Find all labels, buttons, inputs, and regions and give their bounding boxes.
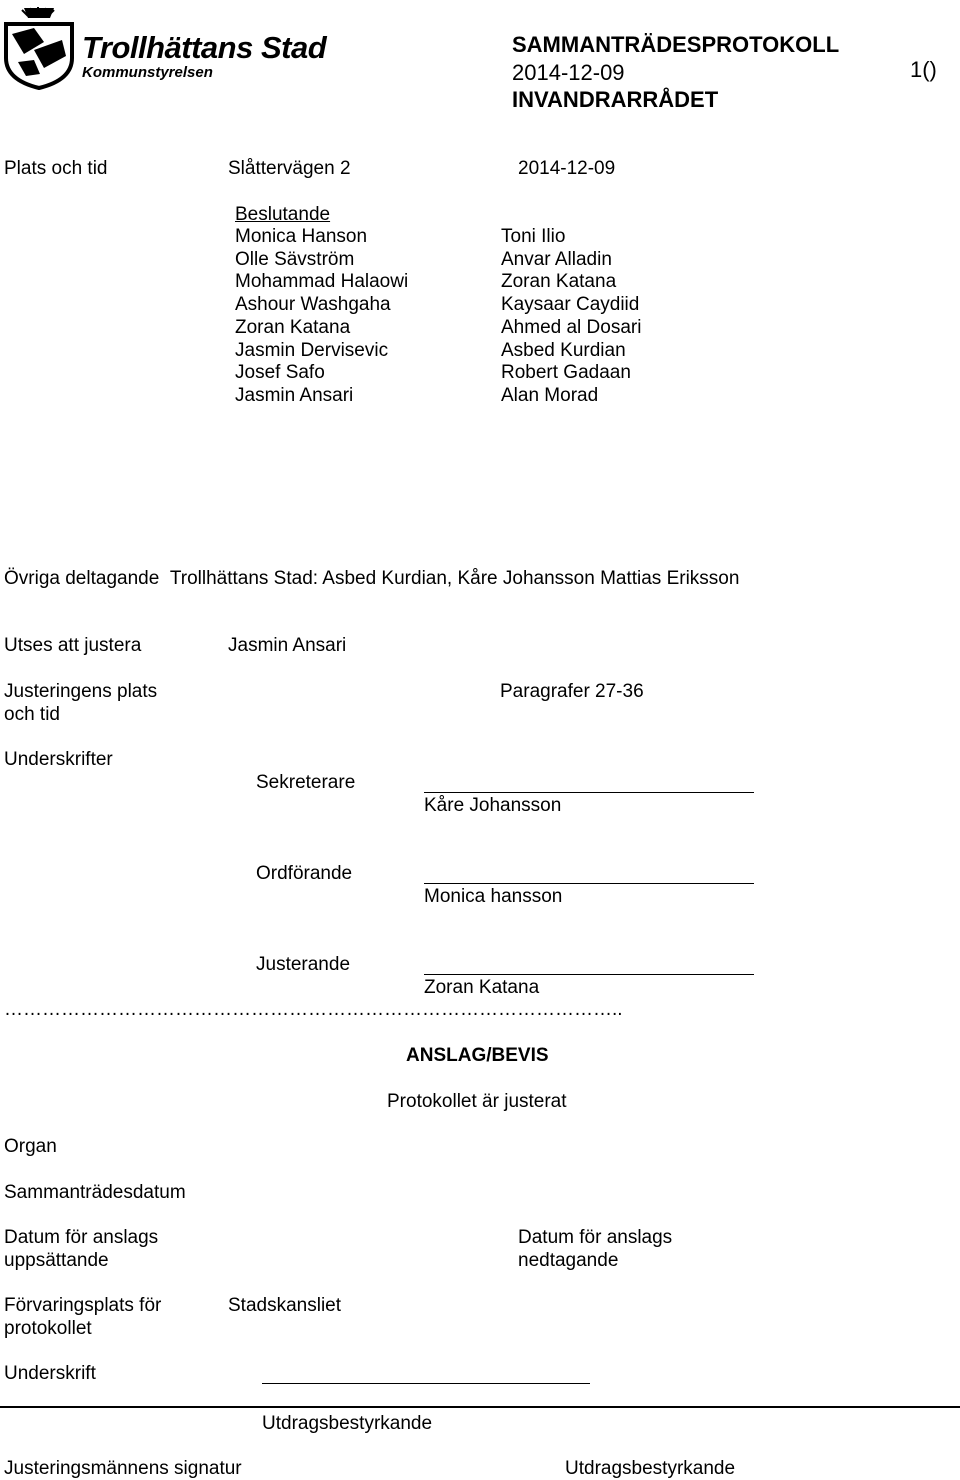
document-type: SAMMANTRÄDESPROTOKOLL bbox=[512, 32, 840, 57]
adjuster-role: Justerande bbox=[256, 954, 351, 975]
adjuster-name: Jasmin Ansari bbox=[228, 635, 347, 656]
notice-title: ANSLAG/BEVIS bbox=[406, 1045, 549, 1066]
signature-line bbox=[262, 1383, 590, 1384]
organ-label: Organ bbox=[4, 1136, 57, 1157]
decision-makers-heading: Beslutande bbox=[235, 204, 331, 225]
other-participants-text: Trollhättans Stad: Asbed Kurdian, Kåre Johansson Mattias Eriksson bbox=[169, 568, 740, 589]
dotted-separator: …………………………………………………………………………………….. bbox=[4, 999, 623, 1020]
list-item: Zoran Katana bbox=[235, 316, 351, 338]
decision-makers-right bbox=[501, 226, 641, 408]
committee-name: INVANDRARRÅDET bbox=[512, 87, 719, 112]
meeting-date-label: Sammanträdesdatum bbox=[4, 1182, 186, 1203]
removal-label: Datum för anslags bbox=[518, 1227, 673, 1248]
list-item: Anvar Alladin bbox=[501, 248, 612, 270]
chair-name: Monica hansson bbox=[424, 886, 563, 907]
list-item: Alan Morad bbox=[501, 384, 599, 406]
place-value: Slåttervägen 2 bbox=[228, 158, 351, 179]
list-item: Robert Gadaan bbox=[501, 362, 631, 384]
secretary-role: Sekreterare bbox=[256, 772, 356, 793]
storage-value: Stadskansliet bbox=[228, 1295, 342, 1316]
page-number: 1() bbox=[910, 57, 937, 82]
posting-label: Datum för anslags bbox=[4, 1227, 159, 1248]
adjustment-place-label: Justeringens plats bbox=[4, 681, 158, 702]
footer-right: Utdragsbestyrkande bbox=[565, 1458, 736, 1479]
list-item: Toni Ilio bbox=[501, 226, 566, 247]
paragraphs: Paragrafer 27-36 bbox=[500, 681, 644, 702]
list-item: Asbed Kurdian bbox=[501, 339, 626, 361]
list-item: Kaysaar Caydiid bbox=[501, 294, 640, 316]
other-participants-label: Övriga deltagande bbox=[4, 568, 160, 589]
posting-label-line2: uppsättande bbox=[4, 1250, 109, 1271]
decision-makers-left bbox=[235, 226, 408, 408]
list-item: Mohammad Halaowi bbox=[235, 271, 409, 293]
other-participants bbox=[4, 567, 739, 590]
meeting-date: 2014-12-09 bbox=[518, 158, 616, 179]
header-date: 2014-12-09 bbox=[512, 60, 625, 85]
list-item: Ashour Washgaha bbox=[235, 294, 391, 316]
signature-line bbox=[424, 792, 754, 793]
divider bbox=[0, 1406, 960, 1408]
adjuster-label: Utses att justera bbox=[4, 635, 142, 656]
list-item: Jasmin Ansari bbox=[235, 384, 354, 406]
signatures-label: Underskrifter bbox=[4, 749, 113, 770]
chair-role: Ordförande bbox=[256, 863, 353, 884]
storage-label: Förvaringsplats för bbox=[4, 1295, 162, 1316]
signature-line bbox=[424, 883, 754, 884]
footer-left: Justeringsmännens signatur bbox=[4, 1458, 242, 1479]
certifier-label: Utdragsbestyrkande bbox=[262, 1413, 433, 1434]
signature-label: Underskrift bbox=[4, 1363, 96, 1384]
place-label: Plats och tid bbox=[4, 158, 108, 179]
adjustment-time-label: och tid bbox=[4, 704, 60, 725]
storage-label-line2: protokollet bbox=[4, 1318, 92, 1339]
list-item: Josef Safo bbox=[235, 362, 325, 384]
removal-label-line2: nedtagande bbox=[518, 1250, 619, 1271]
list-item: Jasmin Dervisevic bbox=[235, 339, 389, 361]
signature-line bbox=[424, 974, 754, 975]
org-sub: Kommunstyrelsen bbox=[82, 64, 213, 81]
list-item: Olle Sävström bbox=[235, 248, 355, 270]
secretary-name: Kåre Johansson bbox=[424, 795, 562, 816]
list-item: Ahmed al Dosari bbox=[501, 316, 642, 338]
notice-subtitle: Protokollet är justerat bbox=[387, 1091, 567, 1112]
list-item: Monica Hanson bbox=[235, 226, 368, 247]
list-item: Zoran Katana bbox=[501, 271, 617, 293]
header-logo bbox=[4, 4, 344, 90]
org-name: Trollhättans Stad bbox=[82, 30, 327, 65]
adjuster-sign-name: Zoran Katana bbox=[424, 977, 540, 998]
municipal-crest-icon bbox=[4, 4, 74, 90]
